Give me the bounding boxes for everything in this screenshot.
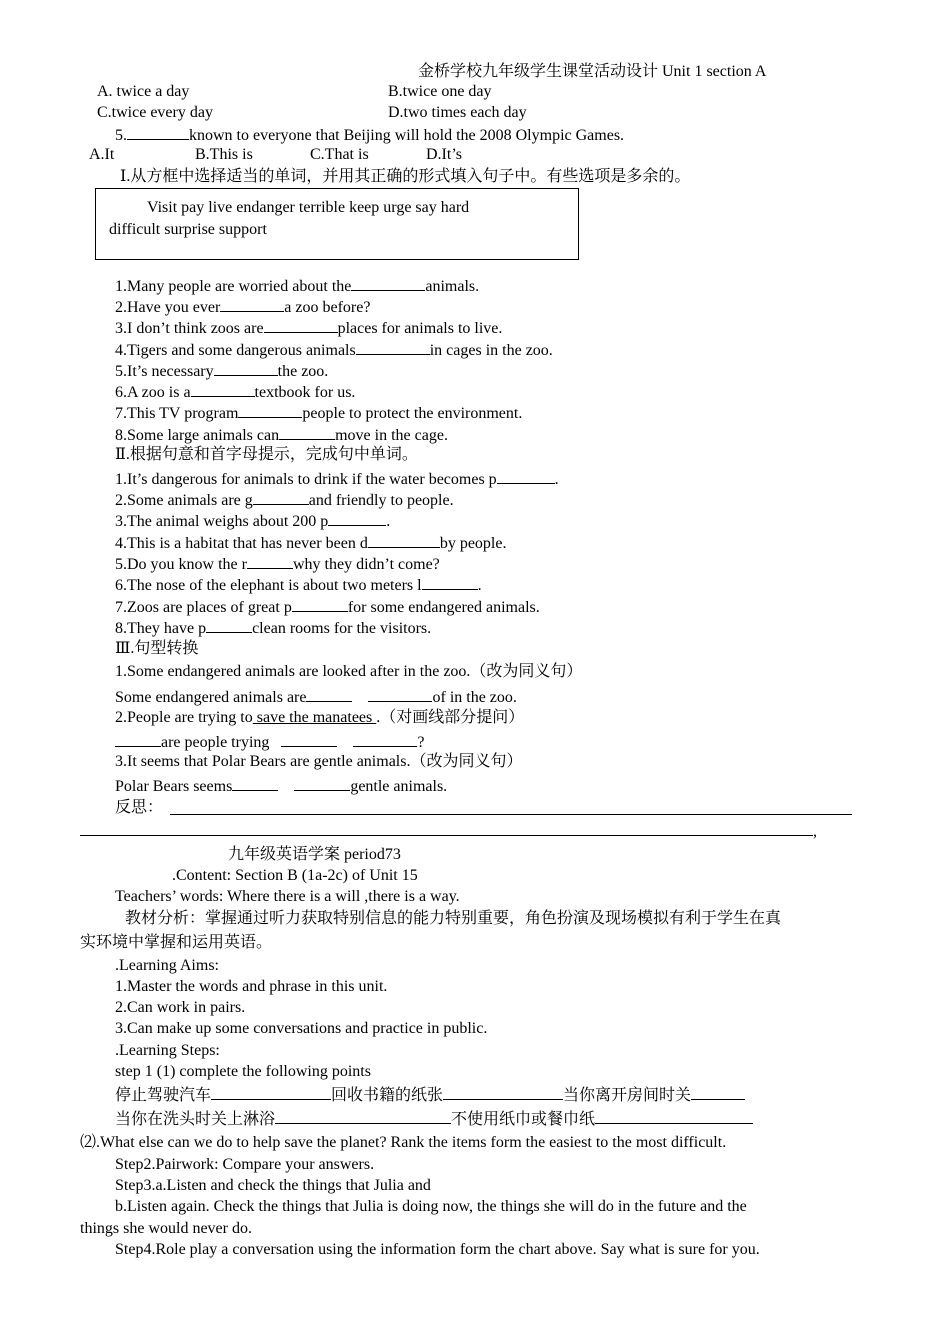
item-text: 6.The nose of the elephant is about two meters l	[115, 577, 422, 594]
answer-blank[interactable]	[247, 553, 293, 569]
points-row-2	[115, 1108, 753, 1128]
answer-blank[interactable]	[220, 296, 284, 312]
part2-item-4	[115, 532, 506, 552]
item-text: .	[386, 513, 391, 530]
reflection-label: 反思：	[115, 799, 164, 816]
part1-item-7	[115, 402, 522, 422]
answer-blank[interactable]	[691, 1084, 745, 1100]
answer-text: gentle animals.	[350, 778, 448, 795]
option-a: A. twice a day	[97, 83, 190, 100]
answer-blank[interactable]	[443, 1084, 563, 1100]
answer-blank[interactable]	[206, 617, 252, 633]
option-b: B.twice one day	[388, 83, 492, 100]
analysis-line-2: 实环境中掌握和运用英语。	[80, 934, 273, 951]
item-text: 8.Some large animals can	[115, 427, 280, 444]
item-text: and friendly to people.	[308, 492, 454, 509]
q5-option-c: C.That is	[310, 146, 369, 163]
q5-option-b: B.This is	[195, 146, 253, 163]
answer-text: Polar Bears seems	[115, 778, 233, 795]
item-text: people to protect the environment.	[302, 405, 523, 422]
item-text: 2.Have you ever	[115, 299, 221, 316]
part1-item-2	[115, 296, 370, 316]
step-3a: Step3.a.Listen and check the things that Julia and	[115, 1177, 431, 1194]
answer-blank[interactable]	[368, 686, 432, 702]
part1-title: Ⅰ.从方框中选择适当的单词，并用其正确的形式填入句子中。有些选项是多余的。	[120, 168, 691, 185]
item-text: 1.Many people are worried about the	[115, 278, 352, 295]
question-text: known to everyone that Beijing will hold the 2008 Olympic Games.	[189, 127, 625, 144]
lesson-title: 九年级英语学案 period73	[228, 846, 401, 863]
part3-question-3: 3.It seems that Polar Bears are gentle animals.（改为同义句）	[115, 753, 523, 770]
part3-title: Ⅲ.句型转换	[115, 640, 199, 657]
step-4: Step4.Role play a conversation using the information form the chart above. Say what is sure for you.	[115, 1241, 760, 1258]
point-text: 当你离开房间时关	[563, 1087, 692, 1104]
aims-title: .Learning Aims:	[115, 957, 219, 974]
trailing-comma: ,	[813, 823, 817, 840]
page-header: 金桥学校九年级学生课堂活动设计 Unit 1 section A	[418, 63, 767, 80]
item-text: the zoo.	[277, 363, 329, 380]
reflection-line[interactable]	[170, 814, 852, 815]
part2-item-8	[115, 617, 431, 637]
part3-question-2	[115, 708, 524, 728]
answer-blank[interactable]	[351, 275, 425, 291]
part1-item-5	[115, 360, 328, 380]
analysis-line-1: 教材分析：掌握通过听力获取特别信息的能力特别重要，角色扮演及现场模拟有利于学生在真	[125, 910, 782, 927]
item-text: places for animals to live.	[337, 320, 503, 337]
item-text: why they didn’t come?	[292, 556, 440, 573]
answer-blank[interactable]	[294, 775, 350, 791]
question-text: 2.People are trying to	[115, 709, 253, 726]
item-text: 4.Tigers and some dangerous animals	[115, 342, 356, 359]
item-text: 7.Zoos are places of great p	[115, 599, 292, 616]
part2-item-1	[115, 468, 559, 488]
answer-blank[interactable]	[353, 731, 417, 747]
part3-answer-3	[115, 775, 447, 795]
answer-blank[interactable]	[238, 402, 302, 418]
question-5	[115, 124, 624, 144]
part2-item-3	[115, 510, 390, 530]
item-text: 3.I don’t think zoos are	[115, 320, 264, 337]
part3-answer-1	[115, 686, 517, 706]
answer-text: of in the zoo.	[432, 689, 517, 706]
item-text: 5.It’s necessary	[115, 363, 214, 380]
part1-item-8	[115, 424, 448, 444]
item-text: .	[477, 577, 482, 594]
answer-blank[interactable]	[211, 1084, 331, 1100]
steps-title: .Learning Steps:	[115, 1042, 220, 1059]
part1-item-6	[115, 381, 355, 401]
item-text: 2.Some animals are g	[115, 492, 253, 509]
part2-item-6	[115, 574, 482, 594]
point-text: 回收书籍的纸张	[331, 1087, 444, 1104]
part3-answer-2	[115, 731, 425, 751]
answer-blank[interactable]	[127, 124, 189, 140]
item-text: .	[554, 471, 559, 488]
answer-blank[interactable]	[279, 424, 335, 440]
point-text: 当你在洗头时关上淋浴	[115, 1111, 276, 1128]
teachers-words: Teachers’ words: Where there is a will ,there is a way.	[115, 888, 460, 905]
item-text: 4.This is a habitat that has never been d	[115, 535, 368, 552]
part3-question-1: 1.Some endangered animals are looked after in the zoo.（改为同义句）	[115, 663, 583, 680]
answer-blank[interactable]	[253, 489, 309, 505]
item-text: 3.The animal weighs about 200 p	[115, 513, 329, 530]
point-text: 不使用纸巾或餐巾纸	[451, 1111, 596, 1128]
answer-blank[interactable]	[595, 1108, 753, 1124]
q5-option-d: D.It’s	[426, 146, 462, 163]
step-1: step 1 (1) complete the following points	[115, 1063, 371, 1080]
q5-option-a: A.It	[89, 146, 115, 163]
answer-blank[interactable]	[368, 532, 440, 548]
step-3b-line-2: things she would never do.	[80, 1220, 252, 1237]
lesson-content: .Content: Section B (1a-2c) of Unit 15	[172, 867, 418, 884]
part1-item-3	[115, 317, 502, 337]
item-text: 7.This TV program	[115, 405, 239, 422]
part2-title: Ⅱ.根据句意和首字母提示，完成句中单词。	[115, 446, 418, 463]
word-bank-line-1: Visit pay live endanger terrible keep urge say hard	[147, 199, 470, 216]
part2-item-2	[115, 489, 454, 509]
item-text: textbook for us.	[254, 384, 356, 401]
answer-blank[interactable]	[292, 596, 348, 612]
point-text: 停止驾驶汽车	[115, 1087, 212, 1104]
aim-item-2: 2.Can work in pairs.	[115, 999, 246, 1016]
answer-blank[interactable]	[115, 731, 161, 747]
answer-blank[interactable]	[275, 1108, 451, 1124]
points-row-1	[115, 1084, 745, 1104]
item-text: 8.They have p	[115, 620, 207, 637]
answer-text: are people trying	[161, 734, 270, 751]
part1-item-4	[115, 339, 553, 359]
item-text: for some endangered animals.	[347, 599, 540, 616]
part2-item-5	[115, 553, 440, 573]
underlined-phrase: save the manatees	[252, 709, 377, 726]
aim-item-1: 1.Master the words and phrase in this unit.	[115, 978, 388, 995]
step-2: Step2.Pairwork: Compare your answers.	[115, 1156, 375, 1173]
answer-blank[interactable]	[281, 731, 337, 747]
item-text: 6.A zoo is a	[115, 384, 191, 401]
answer-blank[interactable]	[422, 574, 478, 590]
question-number: 5.	[115, 127, 127, 144]
part2-item-7	[115, 596, 540, 616]
item-text: animals.	[425, 278, 480, 295]
question-2: ⑵.What else can we do to help save the planet? Rank the items form the easiest to the most difficult.	[80, 1134, 727, 1151]
item-text: 1.It’s dangerous for animals to drink if the water becomes p	[115, 471, 497, 488]
item-text: clean rooms for the visitors.	[252, 620, 432, 637]
part1-item-1	[115, 275, 479, 295]
answer-blank[interactable]	[497, 468, 555, 484]
item-text: move in the cage.	[335, 427, 448, 444]
option-d: D.two times each day	[388, 104, 527, 121]
answer-blank[interactable]	[214, 360, 278, 376]
answer-blank[interactable]	[356, 339, 430, 355]
reflection-line-2[interactable]	[80, 835, 813, 836]
answer-blank[interactable]	[328, 510, 386, 526]
answer-blank[interactable]	[306, 686, 352, 702]
answer-blank[interactable]	[264, 317, 338, 333]
answer-text: ?	[417, 734, 425, 751]
answer-blank[interactable]	[191, 381, 255, 397]
word-bank-line-2: difficult surprise support	[109, 221, 267, 238]
item-text: 5.Do you know the r	[115, 556, 247, 573]
step-3b-line-1: b.Listen again. Check the things that Julia is doing now, the things she will do in the future and the	[115, 1198, 747, 1215]
item-text: a zoo before?	[284, 299, 371, 316]
question-text: .（对画线部分提问）	[376, 709, 525, 726]
item-text: by people.	[439, 535, 507, 552]
item-text: in cages in the zoo.	[429, 342, 553, 359]
answer-text: Some endangered animals are	[115, 689, 307, 706]
option-c: C.twice every day	[97, 104, 213, 121]
aim-item-3: 3.Can make up some conversations and practice in public.	[115, 1020, 488, 1037]
answer-blank[interactable]	[232, 775, 278, 791]
